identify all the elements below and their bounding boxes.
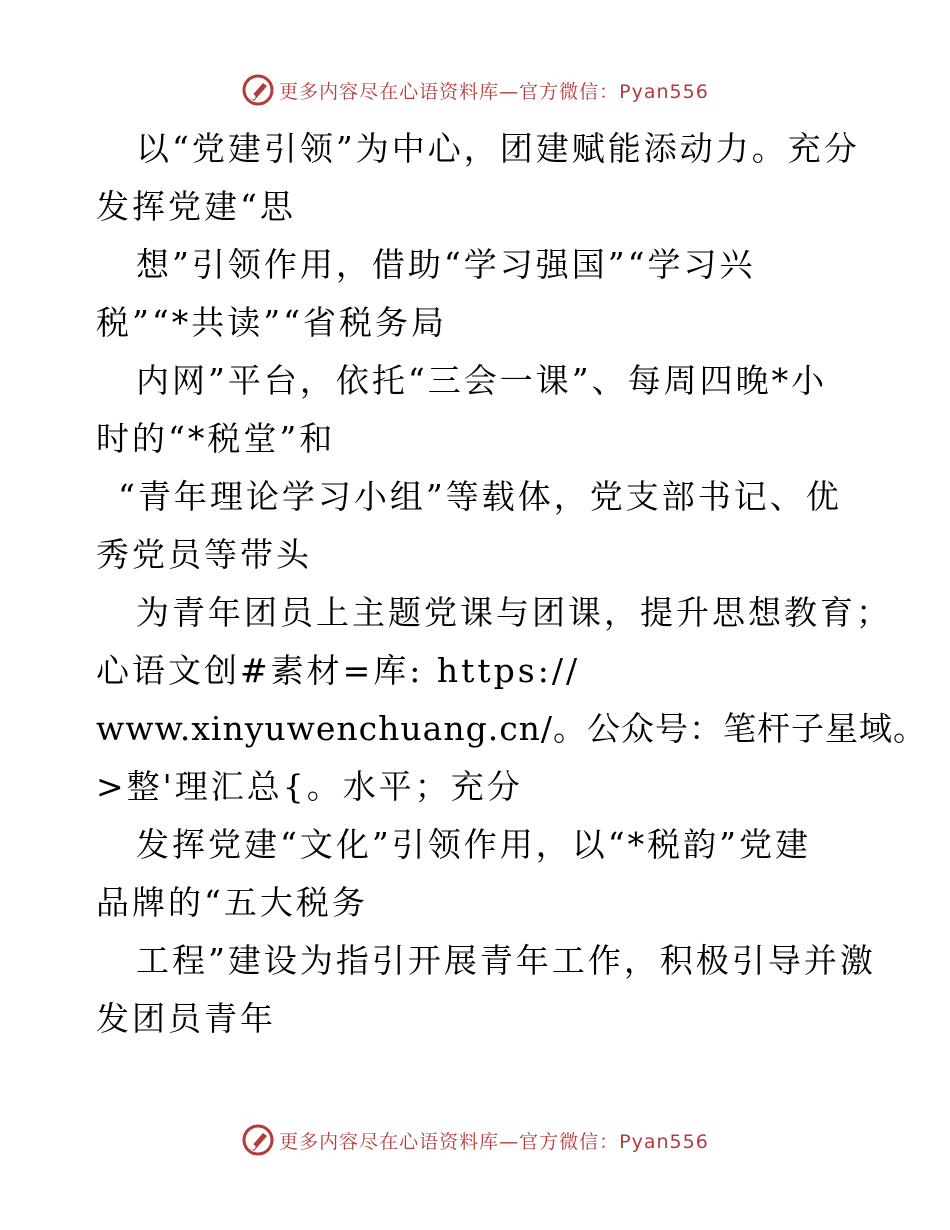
body-line: 品牌的“五大税务: [96, 883, 368, 922]
body-line: 秀党员等带头: [96, 535, 312, 574]
pen-seal-logo-icon: [241, 73, 275, 107]
body-line: 以“党建引领”为中心，团建赋能添动力。充分: [136, 129, 860, 168]
header-banner: [0, 70, 950, 110]
body-line: 工程”建设为指引开展青年工作，积极引导并激: [136, 941, 876, 980]
body-line: 税”“*共读”“省税务局: [96, 303, 447, 342]
body-line: 心语文创#素材=库: https://: [96, 651, 581, 690]
header-brand-text: 更多内容尽在心语资料库—官方微信：Pyan556: [279, 80, 709, 103]
body-line: 内网”平台，依托“三会一课”、每周四晚*小: [136, 361, 828, 400]
body-line: >整'理汇总{。水平；充分: [96, 767, 523, 806]
footer-banner: [0, 1120, 950, 1160]
body-line: 发团员青年: [96, 999, 276, 1038]
body-line: 时的“*税堂”和: [96, 419, 336, 458]
body-line: www.xinyuwenchuang.cn/。公众号：笔杆子星域。: [96, 709, 928, 748]
footer-wechat-id: Pyan556: [619, 1130, 709, 1153]
body-line: “青年理论学习小组”等载体，党支部书记、优: [118, 477, 842, 516]
body-line: 想”引领作用，借助“学习强国”“学习兴: [136, 245, 756, 284]
body-line: 发挥党建“文化”引领作用，以“*税韵”党建: [136, 825, 811, 864]
pen-seal-logo-icon: [241, 1123, 275, 1157]
body-line: 为青年团员上主题党课与团课，提升思想教育；: [136, 593, 892, 632]
body-line: 发挥党建“思: [96, 187, 296, 226]
footer-brand-text: 更多内容尽在心语资料库—官方微信：Pyan556: [279, 1130, 709, 1153]
header-wechat-id: Pyan556: [619, 80, 709, 103]
document-body: [96, 120, 928, 1048]
